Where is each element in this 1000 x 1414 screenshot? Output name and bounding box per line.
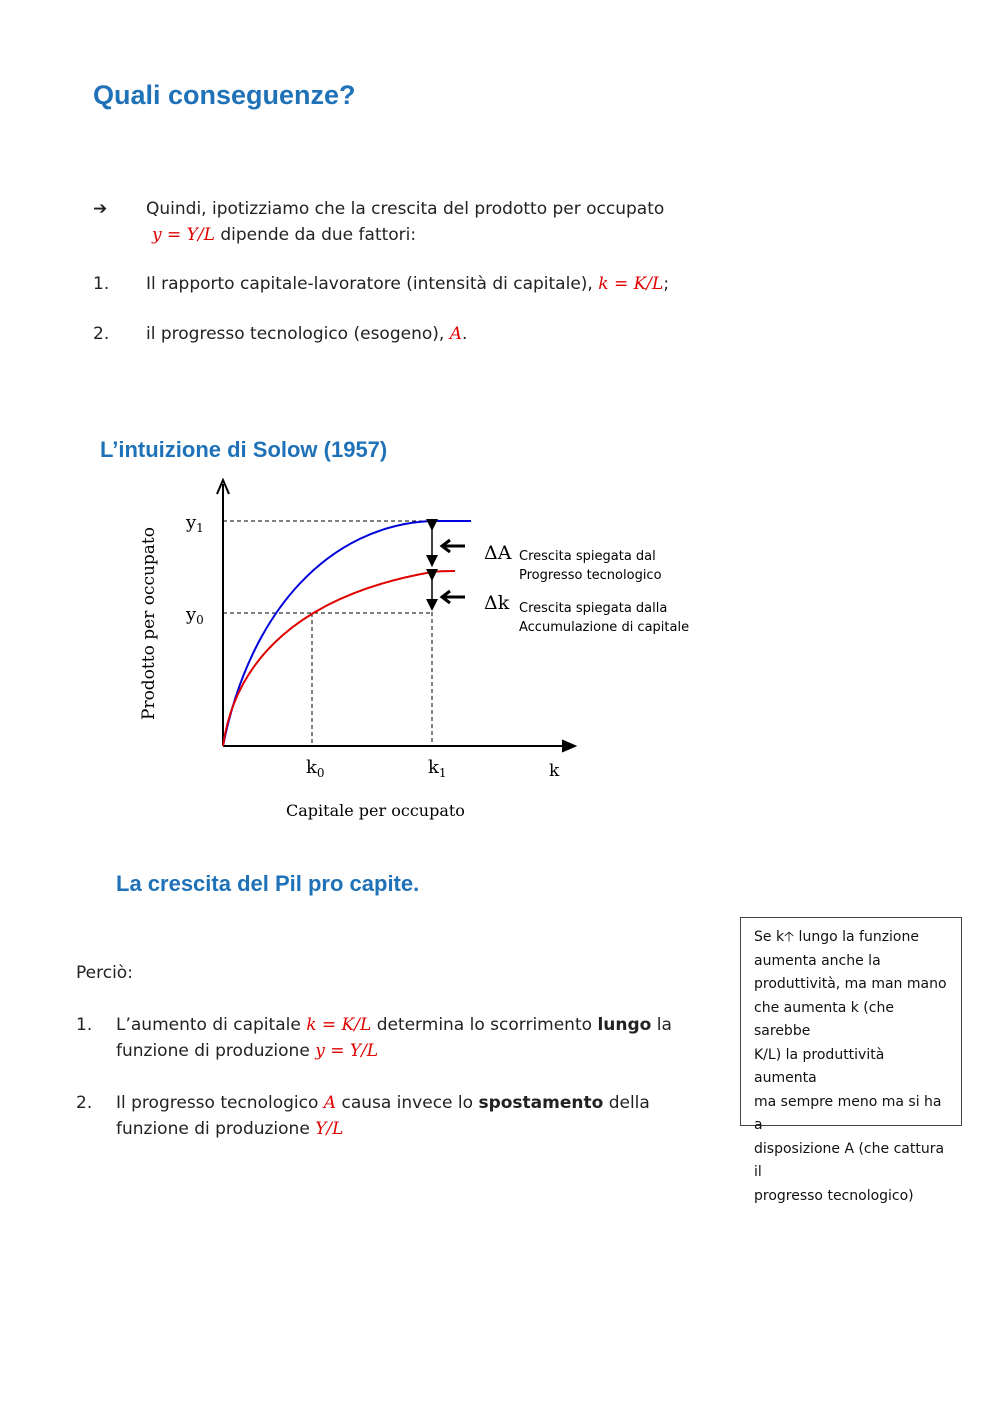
factor-item-1 [146,274,669,294]
conclusion-1-bold: lungo [597,1015,652,1035]
production-curve-upper [223,521,471,746]
conclusion-2-bold: spostamento [478,1093,604,1113]
conclusion-2-pre: Il progresso tecnologico [116,1093,319,1113]
intro-line-2 [152,225,416,245]
factor-item-2 [146,324,467,344]
delta-k-pointer-icon [442,591,465,603]
tick-label-y1: $y_1$ [186,512,204,535]
tick-label-k0: $k_0$ [306,757,325,780]
delta-k-symbol: Δk [484,592,510,614]
conclusion-item-2-line-1 [116,1093,650,1113]
factor-suffix-1: ; [663,274,670,294]
delta-a-label-line-1: Crescita spiegata dal [519,549,656,564]
note-line: Se k🡡 lungo la funzione [754,929,919,945]
lead-text: Perciò: [76,963,133,983]
conclusion-2-math: A [323,1093,337,1113]
note-line: K/L) la produttività aumenta [754,1046,885,1086]
delta-a-symbol: ΔA [484,542,512,564]
factor-number-2: 2. [93,324,110,344]
conclusion-item-1-line-1 [116,1015,672,1035]
note-line: produttività, ma man mano [754,976,947,992]
factor-text-1: Il rapporto capitale-lavoratore (intensità di capitale), [146,274,593,294]
x-axis-arrow-icon [562,740,576,752]
section-title-solow: L’intuizione di Solow (1957) [100,437,388,462]
conclusion-2-line2: funzione di produzione [116,1119,310,1139]
conclusion-1-math2: y = Y/L [315,1041,379,1061]
conclusion-1-line2: funzione di produzione [116,1041,310,1061]
conclusion-2-post: della [608,1093,650,1113]
note-line: aumenta anche la [754,952,881,969]
conclusion-1-math: k = K/L [306,1015,372,1035]
conclusion-item-1-line-2 [116,1041,378,1061]
factor-math-2: A [449,324,462,344]
conclusion-1-pre: L’aumento di capitale [116,1015,301,1035]
delta-k-label-line-2: Accumulazione di capitale [519,620,690,635]
delta-k-label-line-1: Crescita spiegata dalla [519,601,668,616]
arrow-bullet-icon: ➔ [93,199,108,219]
note-line: disposizione A (che cattura il [754,1140,945,1180]
x-axis-title: Capitale per occupato [286,801,465,820]
intro-line-2-rest: dipende da due fattori: [220,225,417,245]
conclusion-item-2-line-2 [116,1119,343,1139]
note-line: che aumenta k (che sarebbe [754,999,894,1039]
note-line: ma sempre meno ma si ha a [754,1093,942,1133]
conclusion-1-mid: determina lo scorrimento [376,1015,593,1035]
production-curve-lower [223,571,455,746]
note-line: progresso tecnologico) [754,1187,914,1204]
tick-label-k1: $k_1$ [428,757,447,780]
delta-a-pointer-icon [442,540,465,552]
conclusion-number-2: 2. [76,1093,93,1113]
side-note-box [740,917,962,1204]
section-title-crescita-pil: La crescita del Pil pro capite. [116,871,420,896]
delta-a-label-line-2: Progresso tecnologico [519,568,662,583]
factor-number-1: 1. [93,274,110,294]
conclusion-2-mid: causa invece lo [341,1093,474,1113]
conclusion-2-math2: Y/L [315,1119,344,1139]
section-title-conseguenze: Quali conseguenze? [93,80,356,110]
conclusion-number-1: 1. [76,1015,93,1035]
factor-text-2: il progresso tecnologico (esogeno), [146,324,445,344]
x-axis-end-label: k [549,761,560,781]
tick-label-y0: $y_0$ [186,604,204,627]
factor-suffix-2: . [461,324,468,344]
intro-line-1: Quindi, ipotizziamo che la crescita del prodotto per occupato [146,199,665,219]
conclusion-1-post: la [656,1015,672,1035]
solow-chart [120,470,700,830]
intro-math: y = Y/L [152,225,215,245]
factor-math-1: k = K/L [598,274,664,294]
y-axis-title: Prodotto per occupato [139,526,159,720]
